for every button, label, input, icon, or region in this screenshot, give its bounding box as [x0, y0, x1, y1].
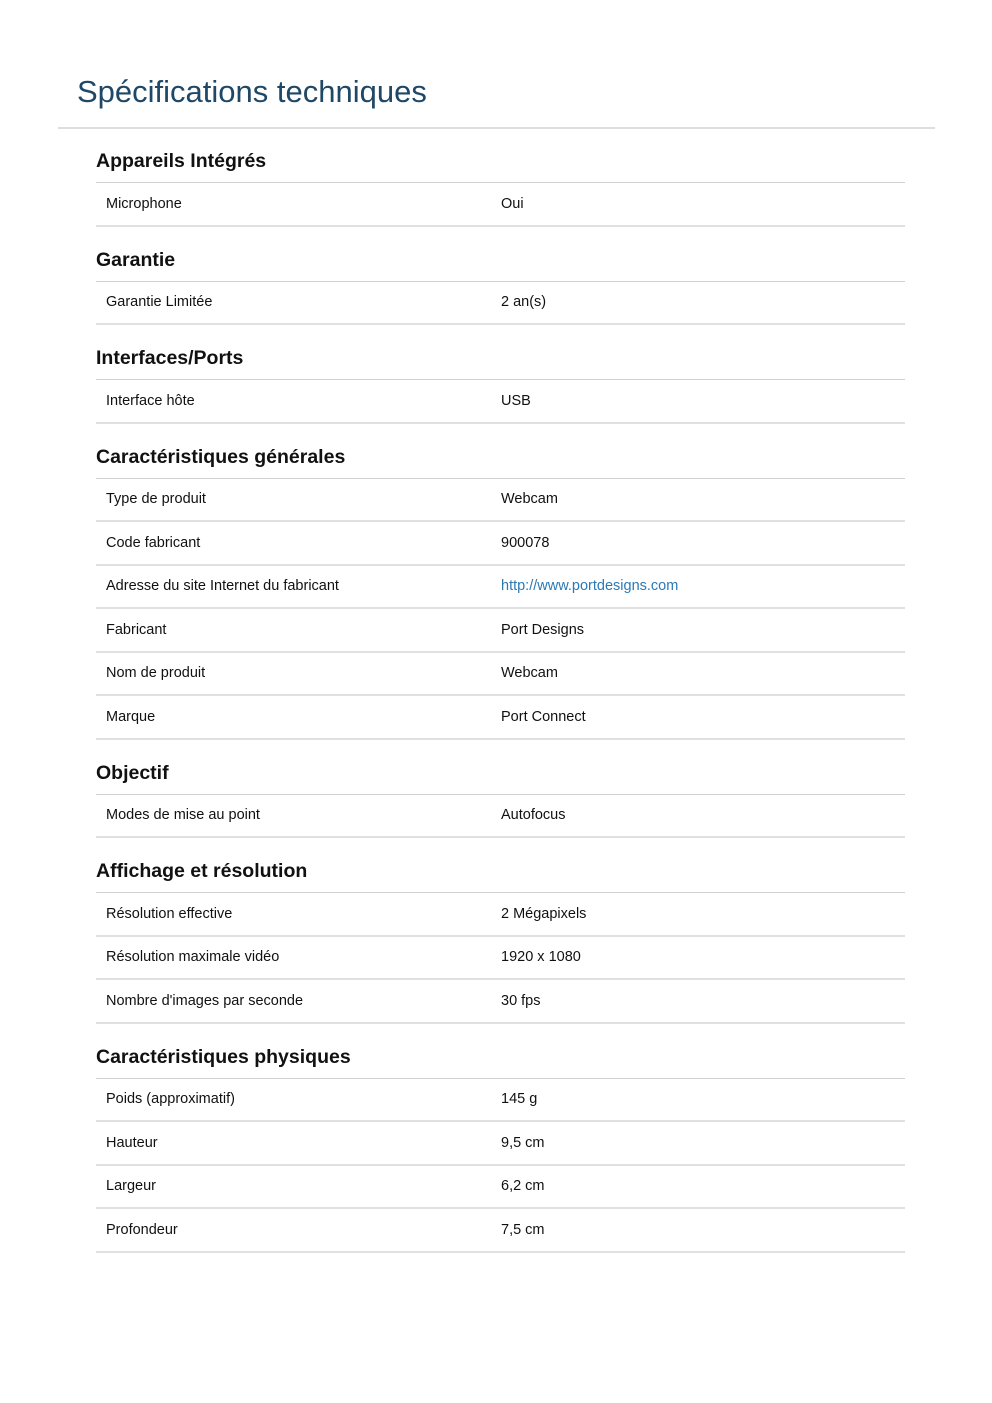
spec-section — [96, 140, 905, 227]
spec-value: 2 Mégapixels — [501, 905, 587, 922]
section-title: Caractéristiques physiques — [96, 1036, 905, 1079]
spec-label: Type de produit — [106, 491, 206, 508]
section-title: Caractéristiques générales — [96, 436, 905, 479]
spec-label: Hauteur — [106, 1134, 158, 1151]
section-title: Appareils Intégrés — [96, 140, 905, 183]
spec-label: Adresse du site Internet du fabricant — [106, 578, 339, 595]
spec-row — [96, 937, 905, 981]
spec-row — [96, 479, 905, 523]
spec-value: Webcam — [501, 491, 558, 508]
spec-sections — [96, 140, 905, 1265]
spec-row — [96, 566, 905, 610]
page-title: Spécifications techniques — [77, 74, 427, 109]
section-title: Objectif — [96, 752, 905, 795]
spec-label: Interface hôte — [106, 392, 195, 409]
spec-value: Autofocus — [501, 807, 566, 824]
spec-label: Largeur — [106, 1178, 156, 1195]
spec-value: Port Connect — [501, 708, 586, 725]
spec-row — [96, 522, 905, 566]
spec-section — [96, 752, 905, 839]
spec-row — [96, 1079, 905, 1123]
spec-value: 7,5 cm — [501, 1221, 545, 1238]
spec-row — [96, 696, 905, 740]
spec-label: Nombre d'images par seconde — [106, 992, 304, 1009]
spec-row — [96, 893, 905, 937]
spec-value: Webcam — [501, 665, 558, 682]
section-title: Interfaces/Ports — [96, 337, 905, 380]
spec-row — [96, 380, 905, 424]
spec-value: 30 fps — [501, 992, 541, 1009]
spec-label: Fabricant — [106, 621, 167, 638]
spec-label: Code fabricant — [106, 534, 201, 551]
spec-value: 900078 — [501, 534, 550, 551]
spec-value: Oui — [501, 195, 524, 212]
spec-label: Garantie Limitée — [106, 294, 213, 311]
spec-value: USB — [501, 392, 531, 409]
spec-section — [96, 337, 905, 424]
spec-label: Profondeur — [106, 1221, 178, 1238]
spec-label: Poids (approximatif) — [106, 1091, 235, 1108]
spec-label: Nom de produit — [106, 665, 206, 682]
spec-row — [96, 183, 905, 227]
spec-value: 6,2 cm — [501, 1178, 545, 1195]
spec-row — [96, 1209, 905, 1253]
spec-section — [96, 1036, 905, 1253]
spec-row — [96, 282, 905, 326]
manufacturer-website-link[interactable]: http://www.portdesigns.com — [501, 578, 679, 595]
spec-value: 1920 x 1080 — [501, 949, 581, 966]
spec-label: Résolution maximale vidéo — [106, 949, 280, 966]
spec-label: Marque — [106, 708, 156, 725]
spec-value: 145 g — [501, 1091, 538, 1108]
section-title: Garantie — [96, 239, 905, 282]
spec-label: Résolution effective — [106, 905, 233, 922]
spec-section — [96, 239, 905, 326]
spec-section — [96, 850, 905, 1024]
spec-value: Port Designs — [501, 621, 585, 638]
spec-section — [96, 436, 905, 740]
spec-row — [96, 980, 905, 1024]
title-divider — [58, 127, 935, 129]
spec-value: 9,5 cm — [501, 1134, 545, 1151]
spec-row — [96, 1122, 905, 1166]
spec-value — [501, 578, 905, 594]
spec-label: Microphone — [106, 195, 182, 212]
spec-value: 2 an(s) — [501, 294, 547, 311]
section-title: Affichage et résolution — [96, 850, 905, 893]
spec-row — [96, 653, 905, 697]
spec-row — [96, 609, 905, 653]
spec-row — [96, 1166, 905, 1210]
spec-label: Modes de mise au point — [106, 807, 260, 824]
spec-row — [96, 795, 905, 839]
